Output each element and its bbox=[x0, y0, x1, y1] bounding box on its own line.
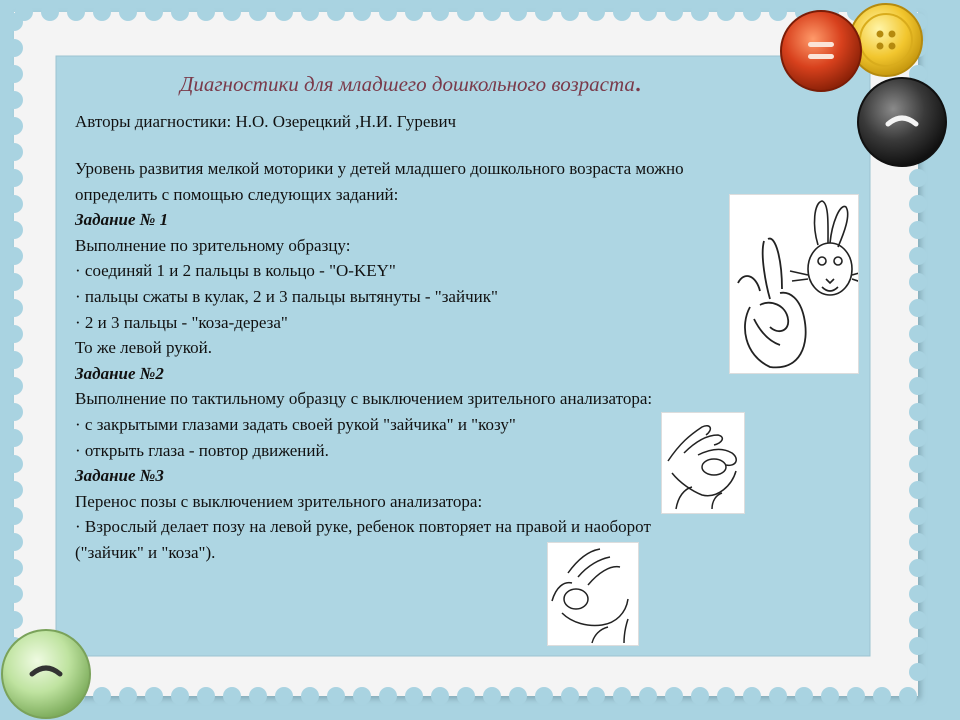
perforation-hole bbox=[457, 687, 475, 705]
perforation-hole bbox=[5, 91, 23, 109]
perforation-hole bbox=[613, 687, 631, 705]
perforation-hole bbox=[41, 3, 59, 21]
perforation-hole bbox=[301, 3, 319, 21]
perforation-hole bbox=[5, 65, 23, 83]
perforation-hole bbox=[691, 3, 709, 21]
perforation-hole bbox=[909, 195, 927, 213]
perforation-hole bbox=[639, 3, 657, 21]
perforation-hole bbox=[5, 273, 23, 291]
perforation-hole bbox=[535, 687, 553, 705]
perforation-hole bbox=[909, 481, 927, 499]
perforation-hole bbox=[769, 687, 787, 705]
perforation-hole bbox=[509, 687, 527, 705]
perforation-hole bbox=[5, 195, 23, 213]
perforation-hole bbox=[197, 687, 215, 705]
perforation-hole bbox=[5, 13, 23, 31]
task2-subtitle: Выполнение по тактильному образцу с выключением зрительного анализатора: bbox=[75, 389, 653, 409]
perforation-hole bbox=[821, 687, 839, 705]
perforation-hole bbox=[665, 3, 683, 21]
perforation-hole bbox=[145, 3, 163, 21]
perforation-hole bbox=[909, 637, 927, 655]
perforation-hole bbox=[249, 687, 267, 705]
title-dot: . bbox=[634, 65, 643, 98]
perforation-hole bbox=[5, 299, 23, 317]
perforation-hole bbox=[145, 687, 163, 705]
perforation-hole bbox=[67, 3, 85, 21]
task1-item: · соединяй 1 и 2 пальцы в кольцо - "O-KEY" bbox=[75, 261, 396, 281]
perforation-hole bbox=[909, 559, 927, 577]
perforation-hole bbox=[5, 143, 23, 161]
task2-item: · открыть глаза - повтор движений. bbox=[75, 440, 329, 460]
perforation-hole bbox=[561, 3, 579, 21]
perforation-hole bbox=[197, 3, 215, 21]
perforation-hole bbox=[5, 169, 23, 187]
task1-item: · пальцы сжаты в кулак, 2 и 3 пальцы вытянуты - "зайчик" bbox=[75, 286, 498, 306]
title-text: Диагностики для младшего дошкольного возраста bbox=[180, 72, 635, 96]
perforation-hole bbox=[795, 687, 813, 705]
perforation-hole bbox=[5, 507, 23, 525]
perforation-hole bbox=[249, 3, 267, 21]
perforation-hole bbox=[5, 455, 23, 473]
perforation-hole bbox=[483, 3, 501, 21]
perforation-hole bbox=[873, 687, 891, 705]
hand-bunny-picture bbox=[729, 194, 859, 374]
perforation-hole bbox=[639, 687, 657, 705]
perforation-hole bbox=[909, 221, 927, 239]
perforation-hole bbox=[171, 687, 189, 705]
hand-ring-picture bbox=[547, 542, 639, 646]
perforation-hole bbox=[909, 663, 927, 681]
perforation-hole bbox=[5, 221, 23, 239]
perforation-hole bbox=[899, 687, 917, 705]
slide-title bbox=[180, 65, 800, 98]
perforation-hole bbox=[119, 3, 137, 21]
perforation-hole bbox=[909, 403, 927, 421]
hand-ok-picture bbox=[661, 412, 745, 514]
perforation-hole bbox=[5, 559, 23, 577]
perforation-hole bbox=[5, 247, 23, 265]
perforation-hole bbox=[909, 299, 927, 317]
perforation-hole bbox=[93, 3, 111, 21]
dark-button-icon bbox=[854, 74, 950, 170]
perforation-hole bbox=[717, 3, 735, 21]
task1-note: То же левой рукой. bbox=[75, 338, 212, 358]
perforation-hole bbox=[275, 687, 293, 705]
perforation-hole bbox=[5, 585, 23, 603]
perforation-hole bbox=[353, 687, 371, 705]
task1-subtitle: Выполнение по зрительному образцу: bbox=[75, 235, 351, 255]
perforation-hole bbox=[5, 117, 23, 135]
perforation-hole bbox=[171, 3, 189, 21]
perforation-hole bbox=[909, 455, 927, 473]
perforation-hole bbox=[909, 273, 927, 291]
perforation-hole bbox=[405, 687, 423, 705]
perforation-hole bbox=[379, 3, 397, 21]
perforation-hole bbox=[587, 3, 605, 21]
perforation-hole bbox=[909, 533, 927, 551]
perforation-hole bbox=[5, 429, 23, 447]
perforation-hole bbox=[431, 3, 449, 21]
authors-line: Авторы диагностики: Н.О. Озерецкий ,Н.И. Гуревич bbox=[75, 112, 457, 131]
task3-subtitle: Перенос позы с выключением зрительного анализатора: bbox=[75, 491, 483, 511]
perforation-hole bbox=[457, 3, 475, 21]
perforation-hole bbox=[327, 687, 345, 705]
task1-item: · 2 и 3 пальцы - "коза-дереза" bbox=[75, 312, 288, 332]
perforation-hole bbox=[405, 3, 423, 21]
perforation-hole bbox=[327, 3, 345, 21]
perforation-hole bbox=[717, 687, 735, 705]
perforation-hole bbox=[909, 507, 927, 525]
perforation-hole bbox=[379, 687, 397, 705]
perforation-hole bbox=[691, 687, 709, 705]
perforation-hole bbox=[5, 481, 23, 499]
perforation-hole bbox=[909, 351, 927, 369]
perforation-hole bbox=[5, 403, 23, 421]
task3-item: · Взрослый делает позу на левой руке, ребенок повторяет на правой и наоборот bbox=[75, 517, 651, 537]
perforation-hole bbox=[535, 3, 553, 21]
perforation-hole bbox=[909, 429, 927, 447]
perforation-hole bbox=[301, 687, 319, 705]
task3-heading: Задание №3 bbox=[75, 466, 164, 486]
perforation-hole bbox=[223, 687, 241, 705]
perforation-hole bbox=[5, 533, 23, 551]
perforation-hole bbox=[743, 687, 761, 705]
perforation-hole bbox=[743, 3, 761, 21]
intro-line: определить с помощью следующих заданий: bbox=[75, 184, 399, 204]
perforation-hole bbox=[5, 377, 23, 395]
green-button-icon bbox=[0, 622, 98, 720]
perforation-hole bbox=[5, 351, 23, 369]
perforation-hole bbox=[909, 325, 927, 343]
perforation-hole bbox=[665, 687, 683, 705]
perforation-hole bbox=[353, 3, 371, 21]
perforation-hole bbox=[275, 3, 293, 21]
perforation-hole bbox=[223, 3, 241, 21]
red-button-icon bbox=[776, 6, 866, 96]
perforation-hole bbox=[483, 687, 501, 705]
perforation-hole bbox=[119, 687, 137, 705]
perforation-hole bbox=[561, 687, 579, 705]
task3-item: ("зайчик" и "коза"). bbox=[75, 542, 216, 562]
perforation-hole bbox=[909, 169, 927, 187]
intro-line: Уровень развития мелкой моторики у детей младшего дошкольного возраста можно bbox=[75, 159, 684, 178]
perforation-hole bbox=[909, 377, 927, 395]
perforation-hole bbox=[5, 39, 23, 57]
perforation-hole bbox=[613, 3, 631, 21]
perforation-hole bbox=[509, 3, 527, 21]
perforation-hole bbox=[847, 687, 865, 705]
perforation-hole bbox=[587, 687, 605, 705]
task1-heading: Задание № 1 bbox=[75, 210, 169, 230]
perforation-hole bbox=[5, 325, 23, 343]
perforation-hole bbox=[909, 247, 927, 265]
task2-item: · с закрытыми глазами задать своей рукой "зайчика" и "козу" bbox=[75, 414, 516, 434]
perforation-hole bbox=[909, 611, 927, 629]
task2-heading: Задание №2 bbox=[75, 363, 164, 383]
perforation-hole bbox=[431, 687, 449, 705]
perforation-hole bbox=[909, 585, 927, 603]
